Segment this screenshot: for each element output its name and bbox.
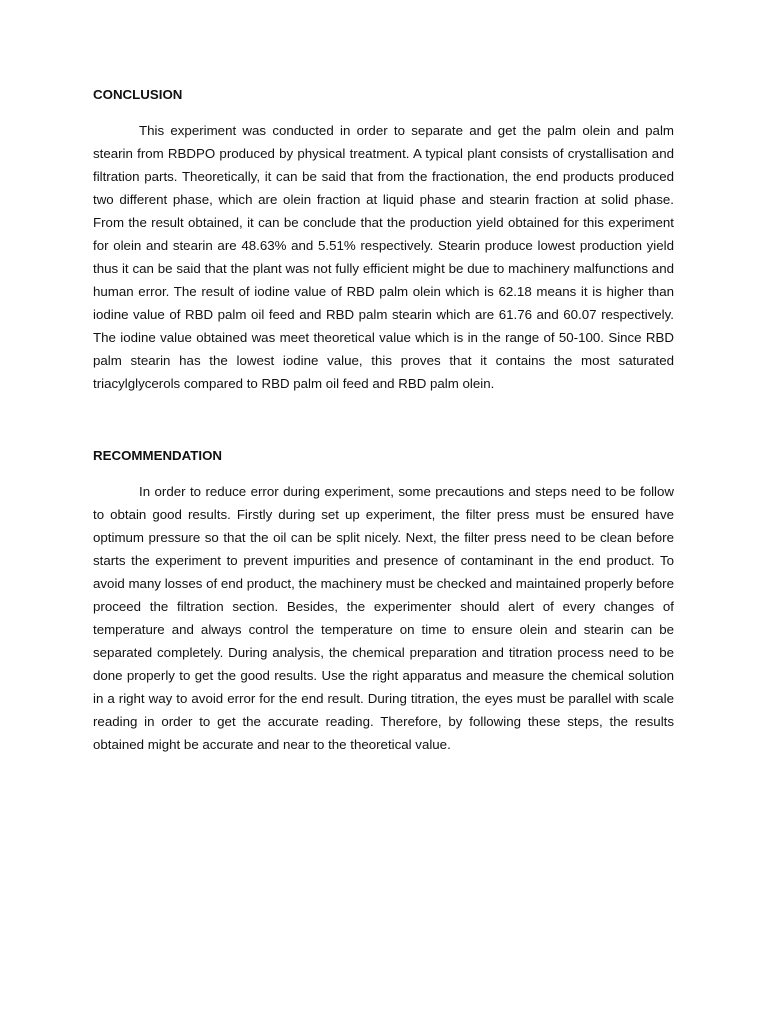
document-content: [93, 86, 674, 756]
recommendation-paragraph: In order to reduce error during experiment, some precautions and steps need to be follow to obtain good results. Firstly during set up experiment, the filter press must be ensured have optimum pressure so that the oil can be split nicely. Next, the filter press need to be clean before starts the experiment to prevent impurities and presence of contaminant in the end product. To avoid many losses of end product, the machinery must be checked and maintained properly before proceed the filtration section. Besides, the experimenter should alert of every changes of temperature and always control the temperature on time to ensure olein and stearin can be separated completely. During analysis, the chemical preparation and titration process need to be done properly to get the good results. Use the right apparatus and measure the chemical solution in a right way to avoid error for the end result. During titration, the eyes must be parallel with scale reading in order to get the accurate reading. Therefore, by following these steps, the results obtained might be accurate and near to the theoretical value.: [93, 484, 674, 752]
conclusion-heading: CONCLUSION: [93, 87, 183, 102]
recommendation-heading: RECOMMENDATION: [93, 448, 223, 463]
conclusion-paragraph: This experiment was conducted in order to separate and get the palm olein and palm stearin from RBDPO produced by physical treatment. A typical plant consists of crystallisation and filtration parts. Theoretically, it can be said that from the fractionation, the end products produced two different phase, which are olein fraction at liquid phase and stearin fraction at solid phase. From the result obtained, it can be conclude that the production yield obtained for this experiment for olein and stearin are 48.63% and 5.51% respectively. Stearin produce lowest production yield thus it can be said that the plant was not fully efficient might be due to machinery malfunctions and human error. The result of iodine value of RBD palm olein which is 62.18 means it is higher than iodine value of RBD palm oil feed and RBD palm stearin which are 61.76 and 60.07 respectively. The iodine value obtained was meet theoretical value which is in the range of 50-100. Since RBD palm stearin has the lowest iodine value, this proves that it contains the most saturated triacylglycerols compared to RBD palm oil feed and RBD palm olein.: [93, 123, 674, 391]
